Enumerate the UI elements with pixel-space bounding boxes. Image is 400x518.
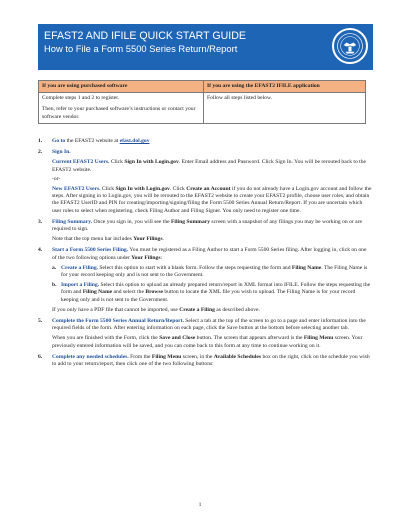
text-run: if you do not already have a Login.gov account and follow the steps. After signing in to Login.gov, you will be rerouted to the EFAST2 website to create your EFAST2 profile, choose user roles, and obtain the EFAST2 UserID and PIN for creating/importing/signing/filing the Form 5500 Series Annual Return/Report. If you are uncertain which user roles to select when registering, check Filing Author and Filing Signer. You only need to register one time.: [52, 186, 372, 214]
option-letter: b.: [52, 282, 57, 289]
guide-title: EFAST2 AND IFILE QUICK START GUIDE: [44, 30, 246, 42]
step-heading: Go to: [52, 138, 66, 144]
text-run: button to locate the XML file you wish to upload. The Filing Name is for your record keeping only and is not sent to the Government.: [61, 289, 356, 303]
option-heading: Import a Filing.: [61, 282, 100, 289]
browse-label: Browse: [145, 289, 163, 296]
sign-in-label: Sign In with Login.gov: [124, 159, 179, 166]
table-header-ifile: If you are using the EFAST2 IFILE application: [204, 81, 366, 93]
text-run: .: [162, 236, 164, 243]
option-letter: a.: [52, 264, 57, 271]
text-run: Select this option to upload an already prepared return/report in XML format into IFILE. Follow the steps requesting the form and: [61, 282, 371, 296]
table-header-row: [39, 81, 366, 93]
text-run: screen with a snapshot of any filings you may be working on or are required to sign.: [52, 218, 362, 233]
available-schedules-label: Available Schedules: [213, 353, 262, 360]
header-banner: [38, 24, 373, 70]
text-run: box on the right, click on the schedule you wish to add to your return/report, then click one of the two following buttons:: [52, 353, 370, 368]
step-number: 6.: [38, 353, 43, 360]
note-paragraph: [52, 236, 372, 243]
text-run: When you are finished with the Form, click the: [52, 335, 160, 342]
table-cell-line: Then, refer to your purchased software’s instructions or contact your software vendor.: [42, 106, 196, 120]
step-1: [38, 138, 372, 145]
your-filings-label: Your Filings: [133, 236, 163, 243]
create-filing-label: Create a Filing: [179, 306, 215, 313]
text-run: screen, in the: [181, 353, 214, 360]
text-run: Click: [100, 186, 116, 193]
page-number: 1: [198, 502, 202, 508]
sign-in-label: Sign In with Login.gov: [115, 186, 170, 193]
option-heading: Create a Filing.: [61, 264, 99, 271]
text-run: Click: [109, 159, 125, 166]
step-number: 3.: [38, 218, 43, 225]
step-heading: Filing Summary.: [52, 218, 93, 225]
dol-seal-icon: [332, 28, 368, 64]
text-run: screen. Your previously entered information will be saved, and you can come back to this form at any time to continue working on it.: [52, 335, 363, 349]
text-run: From the: [128, 353, 152, 360]
step-heading: Sign In.: [52, 149, 71, 156]
new-users-paragraph: [52, 186, 372, 215]
table-header-purchased-software: If you are using purchased software: [39, 81, 204, 93]
text-run: You must be registered as a Filing Author to start a Form 5500 Series filing. After logging in, click on one of the two following options under: [52, 247, 367, 261]
efast-website-link[interactable]: efast.dol.gov: [119, 138, 150, 144]
option-import-filing: [52, 282, 372, 304]
text-run: If you only have a PDF file that cannot be imported, use: [52, 306, 180, 313]
filing-name-label: Filing Name: [291, 264, 322, 271]
step-number: 5.: [38, 318, 43, 325]
software-choice-table: [38, 80, 366, 124]
current-users-paragraph: [52, 159, 372, 173]
step-heading: Start a Form 5500 Series Filing.: [52, 247, 129, 254]
table-cell-line: Follow all steps listed below.: [207, 95, 273, 102]
step-6: [38, 354, 372, 368]
table-cell-ifile: [204, 93, 366, 124]
your-filings-label: Your Filings: [131, 254, 161, 261]
text-run: Select a tab at the top of the screen to go to a page and enter information into the required fields of the form. After entering information on each page, click the Save button at the bottom before selecting another tab.: [52, 318, 366, 332]
filing-name-label: Filing Name: [82, 289, 113, 296]
save-close-paragraph: [52, 335, 372, 349]
text-run: Once you sign in, you will see the: [92, 218, 172, 225]
step-number: 4.: [38, 247, 43, 254]
filing-menu-label: Filing Menu: [151, 353, 182, 360]
step-number: 1.: [38, 138, 43, 144]
step-number: 2.: [38, 149, 43, 156]
option-create-filing: [52, 265, 372, 279]
step-2: [38, 149, 372, 215]
step-5: [38, 318, 372, 350]
text-run: as described above.: [214, 306, 260, 313]
text-run: Note that the top menu bar includes: [52, 236, 134, 243]
text-run: . Enter Email address and Password. Click Sign In. You will be rerouted back to the EFAST2 website.: [52, 159, 366, 173]
step-4: [38, 247, 372, 314]
create-account-label: Create an Account: [186, 186, 231, 193]
table-row: [39, 93, 366, 124]
or-separator: -or-: [52, 175, 61, 182]
save-and-close-label: Save and Close: [159, 335, 196, 342]
table-cell-purchased-software: [39, 93, 204, 124]
text-run: Select this option to start with a blank form. Follow the steps requesting the form and: [98, 264, 292, 271]
step-heading: Complete the Form 5500 Series Annual Return/Report.: [52, 318, 184, 325]
text-run: and select the: [112, 289, 146, 296]
table-cell-line: Complete steps 1 and 2 to register.: [42, 95, 120, 102]
text-run: . Click: [169, 186, 187, 193]
text-run: button. The screen that appears afterward is the: [195, 335, 304, 342]
step-heading: Complete any needed schedules.: [52, 353, 129, 360]
text-run: . The Filing Name is for your record keeping only and is not sent to the Government.: [61, 264, 368, 279]
step-3: [38, 219, 372, 244]
filing-summary-label: Filing Summary: [171, 218, 211, 225]
step-text: the EFAST2 website at: [65, 138, 120, 144]
guide-subtitle: How to File a Form 5500 Series Return/Report: [44, 43, 238, 54]
steps-list: [38, 138, 372, 372]
filing-menu-label: Filing Menu: [303, 335, 334, 342]
pdf-note-paragraph: [52, 307, 372, 314]
paragraph-heading: New EFAST2 Users.: [52, 186, 101, 193]
paragraph-heading: Current EFAST2 Users.: [52, 159, 110, 166]
text-run: :: [160, 254, 163, 261]
